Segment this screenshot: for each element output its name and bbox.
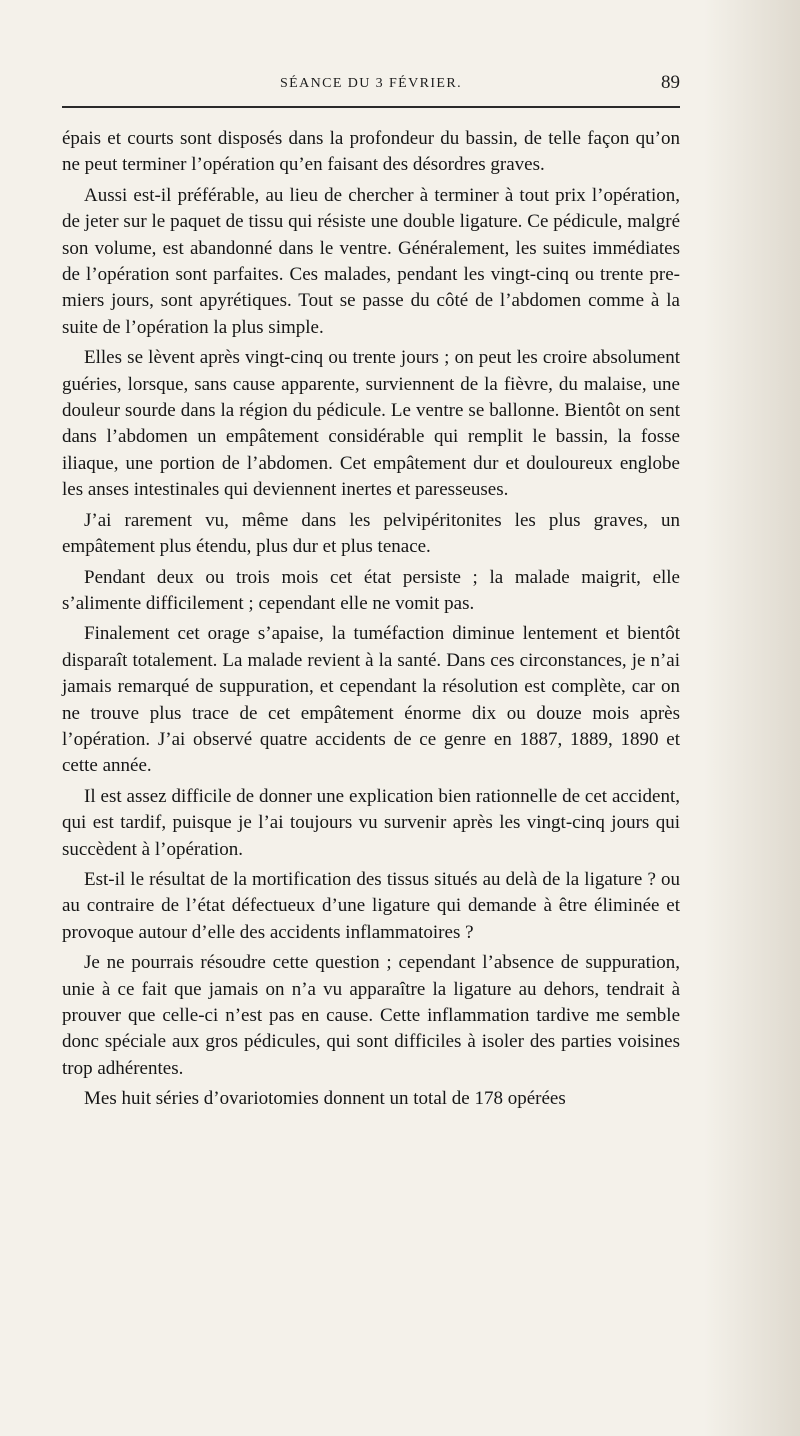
paragraph-1: épais et courts sont disposés dans la profondeur du bassin, de telle façon qu’on ne peut terminer l’opération qu’en faisant des désordres graves. — [62, 128, 680, 176]
running-title: SÉANCE DU 3 FÉVRIER. — [279, 76, 462, 91]
page-header — [62, 70, 680, 98]
paragraph-3: Elles se lèvent après vingt-cinq ou trente jours ; on peut les croire absolument guéries, lorsque, sans cause apparente, surviennent de la fièvre, du malaise, une douleur sourde dans la région du pédicule. Le ventre se ballonne. Bientôt on sent dans l’abdomen un empâtement considérable qui remplit le bassin, la fosse iliaque, une portion de l’abdomen. Cet empâtement dur et douloureux englobe les anses intestinales qui deviennent inertes et paresseuses. — [62, 347, 680, 501]
paragraph-10: Mes huit séries d’ovariotomies donnent un total de 178 opérées — [84, 1088, 566, 1110]
paragraph-5: Pendant deux ou trois mois cet état persiste ; la malade maigrit, elle s’alimente difficilement ; cependant elle ne vomit pas. — [62, 566, 680, 614]
body-text — [62, 126, 680, 1117]
paragraph-9: Je ne pourrais résoudre cette question ; cependant l’absence de suppuration, unie à ce fait que jamais on n’a vu apparaître la ligature au dehors, tendrait à prouver que celle-ci n’est pas en cause. Cette inflammation tardive me semble donc spéciale aux gros pédicules, qui sont difficiles à isoler des parties voisines trop adhérentes. — [62, 952, 680, 1079]
paragraph-2: Aussi est-il préférable, au lieu de chercher à terminer à tout prix l’opération, de jeter sur le paquet de tissu qui résiste une double ligature. Ce pédicule, malgré son volume, est abandonné dans le ventre. Généralement, les suites immédiates de l’opération sont parfaites. Ces malades, pendant les vingt-cinq ou trente premiers jours, sont apyrétiques. Tout se passe du côté de l’abdomen comme à la suite de l’opération la plus simple. — [62, 184, 680, 338]
paragraph-4: J’ai rarement vu, même dans les pelvipéritonites les plus graves, un empâtement plus étendu, plus dur et plus tenace. — [62, 509, 680, 558]
header-rule — [62, 106, 680, 108]
paragraph-7: Il est assez difficile de donner une explication bien rationnelle de cet accident, qui est tardif, puisque je l’ai toujours vu survenir après les vingt-cinq jours qui succèdent à l’opération. — [62, 785, 680, 860]
page-number: 89 — [661, 72, 680, 93]
paragraph-8: Est-il le résultat de la mortification des tissus situés au delà de la ligature ? ou au contraire de l’état défectueux d’une ligature qui demande à être éliminée et provoque autour d’elle des accidents inflammatoires ? — [62, 868, 680, 943]
paragraph-6: Finalement cet orage s’apaise, la tuméfaction diminue lentement et bientôt disparaît totalement. La malade revient à la santé. Dans ces circonstances, je n’ai jamais remarqué de suppuration, et cependant la résolution est complète, car on ne trouve plus trace de cet empâtement énorme dix ou douze mois après l’opération. J’ai observé quatre accidents de ce genre en 1887, 1889, 1890 et cette année. — [62, 623, 680, 777]
